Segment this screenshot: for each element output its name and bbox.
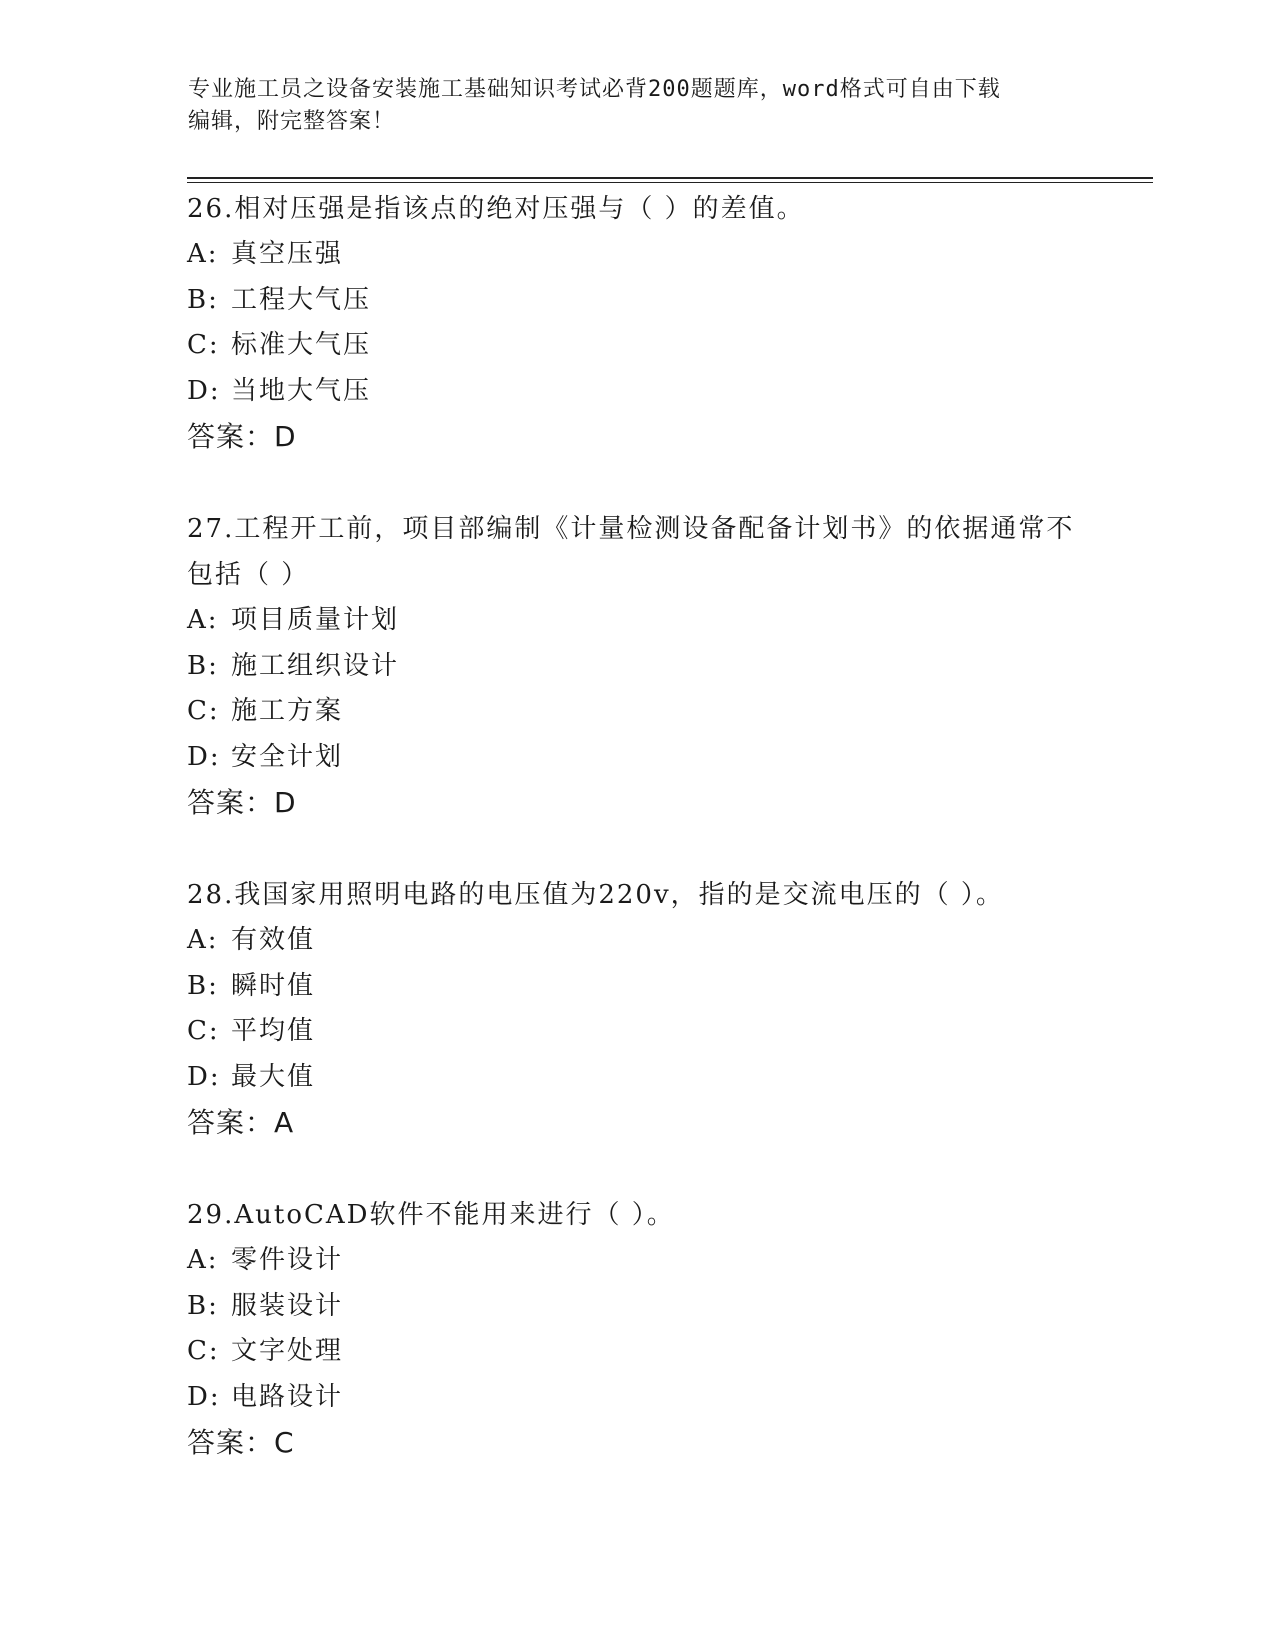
answer-line: 答案：A <box>187 1106 295 1139</box>
question-26 <box>187 186 1087 460</box>
option-text: 瞬时值 <box>231 970 316 1001</box>
header-divider-thick <box>187 177 1153 179</box>
option-b <box>187 1284 1087 1330</box>
option-text: 项目质量计划 <box>231 605 400 635</box>
option-key: D: <box>187 741 221 772</box>
option-text: 当地大气压 <box>231 375 372 406</box>
option-b <box>187 278 1087 324</box>
option-text: 施工组织设计 <box>231 650 400 681</box>
option-c <box>187 689 1087 735</box>
question-28 <box>187 872 1087 1146</box>
option-key: B: <box>187 650 219 681</box>
option-text: 电路设计 <box>231 1381 344 1412</box>
option-key: B: <box>187 970 219 1001</box>
option-d <box>187 735 1087 781</box>
question-stem: 26.相对压强是指该点的绝对压强与（ ）的差值。 <box>187 194 805 224</box>
option-text: 施工方案 <box>231 696 344 726</box>
header-divider-thin <box>187 182 1153 183</box>
answer-line: 答案：C <box>187 1426 295 1459</box>
question-stem: 29.AutoCAD软件不能用来进行（ ）。 <box>187 1200 675 1230</box>
option-key: D: <box>187 1381 221 1412</box>
option-key: C: <box>187 696 220 726</box>
option-key: A: <box>187 1245 219 1275</box>
option-c <box>187 1329 1087 1375</box>
option-d <box>187 1375 1087 1421</box>
option-d <box>187 369 1087 415</box>
option-c <box>187 323 1087 369</box>
question-stem: 27.工程开工前，项目部编制《计量检测设备配备计划书》的依据通常不包括（ ） <box>187 514 1075 590</box>
option-text: 零件设计 <box>231 1245 344 1275</box>
option-b <box>187 644 1087 690</box>
option-a <box>187 598 1087 644</box>
option-key: A: <box>187 605 219 635</box>
option-c <box>187 1009 1087 1055</box>
option-key: B: <box>187 1290 219 1321</box>
option-text: 最大值 <box>231 1061 316 1092</box>
option-key: A: <box>187 239 219 269</box>
option-key: B: <box>187 284 219 315</box>
option-key: D: <box>187 375 221 406</box>
option-text: 安全计划 <box>231 741 344 772</box>
option-text: 服装设计 <box>231 1290 344 1321</box>
answer-line: 答案：D <box>187 786 297 819</box>
option-text: 有效值 <box>231 925 316 955</box>
option-key: A: <box>187 925 219 955</box>
header-line-1: 专业施工员之设备安装施工基础知识考试必背200题题库，word格式可自由下载 <box>188 77 1001 102</box>
option-key: C: <box>187 1016 220 1046</box>
question-list <box>187 186 1087 1512</box>
option-text: 工程大气压 <box>231 284 372 315</box>
option-a <box>187 918 1087 964</box>
question-stem: 28.我国家用照明电路的电压值为220v，指的是交流电压的（ ）。 <box>187 880 1004 910</box>
option-text: 标准大气压 <box>231 330 372 360</box>
option-b <box>187 964 1087 1010</box>
option-a <box>187 232 1087 278</box>
question-29 <box>187 1192 1087 1466</box>
option-key: C: <box>187 330 220 360</box>
option-text: 文字处理 <box>231 1336 344 1366</box>
answer-line: 答案：D <box>187 420 297 453</box>
option-key: D: <box>187 1061 221 1092</box>
option-text: 真空压强 <box>231 239 344 269</box>
option-key: C: <box>187 1336 220 1366</box>
question-27 <box>187 506 1087 826</box>
option-a <box>187 1238 1087 1284</box>
header-line-2: 编辑，附完整答案！ <box>188 109 396 134</box>
option-text: 平均值 <box>231 1016 316 1046</box>
document-header <box>188 74 1088 138</box>
option-d <box>187 1055 1087 1101</box>
